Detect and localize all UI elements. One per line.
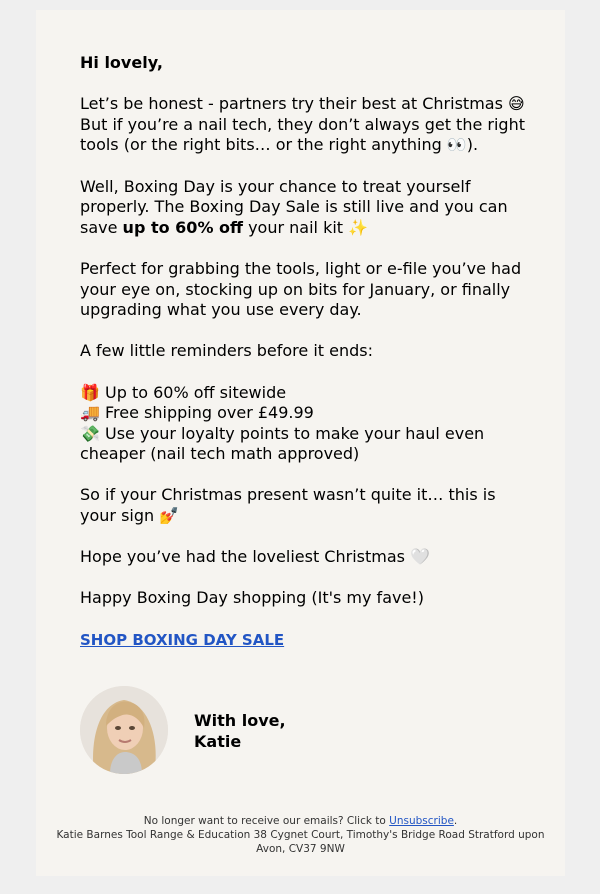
reminder-item-discount: 🎁 Up to 60% off sitewide — [80, 382, 287, 402]
email-body — [80, 50, 528, 649]
reminders-list — [80, 383, 528, 465]
paragraph-your-sign: So if your Christmas present wasn’t quite it… this is your sign 💅 — [80, 485, 496, 526]
unsubscribe-suffix: . — [453, 815, 458, 827]
signoff-block — [80, 686, 528, 776]
signoff-line: With love, — [194, 711, 286, 730]
paragraph-boxing-day-end: your nail kit ✨ — [243, 217, 369, 237]
reminder-item-shipping: 🚚 Free shipping over £49.99 — [80, 403, 314, 423]
company-address: Katie Barnes Tool Range & Education 38 Cygnet Court, Timothy's Bridge Road Stratford upon Avon, CV37 9NW — [56, 829, 545, 855]
reminder-item-loyalty: 💸 Use your loyalty points to make your haul even cheaper (nail tech math approved) — [80, 423, 485, 464]
greeting: Hi lovely, — [80, 53, 163, 72]
email-footer — [50, 814, 551, 856]
paragraph-partners: Let’s be honest - partners try their best at Christmas 😅 But if you’re a nail tech, they don’t always get the right tools (or the right bits… or the right anything 👀). — [80, 94, 525, 155]
paragraph-loveliest-christmas: Hope you’ve had the loveliest Christmas 🤍 — [80, 547, 430, 567]
reminders-intro: A few little reminders before it ends: — [80, 341, 373, 361]
avatar — [80, 686, 168, 774]
avatar-photo-icon — [80, 686, 168, 774]
shop-sale-link[interactable]: SHOP BOXING DAY SALE — [80, 630, 285, 649]
paragraph-perfect-for: Perfect for grabbing the tools, light or e-file you’ve had your eye on, stocking up on bits for January, or finally upgrading what you use every day. — [80, 258, 522, 320]
unsubscribe-prefix: No longer want to receive our emails? Click to — [143, 815, 390, 827]
unsubscribe-link[interactable]: Unsubscribe — [389, 815, 454, 827]
unsubscribe-line — [50, 814, 551, 828]
paragraph-boxing-day-text: Well, Boxing Day is your chance to treat yourself properly. The Boxing Day Sale is still live and you can save — [80, 176, 508, 237]
paragraph-happy-shopping: Happy Boxing Day shopping (It's my fave!) — [80, 588, 424, 608]
signature — [194, 710, 286, 752]
signoff-name: Katie — [194, 732, 242, 751]
discount-highlight: up to 60% off — [122, 217, 243, 237]
email-card — [36, 10, 565, 876]
paragraph-boxing-day — [80, 177, 528, 239]
